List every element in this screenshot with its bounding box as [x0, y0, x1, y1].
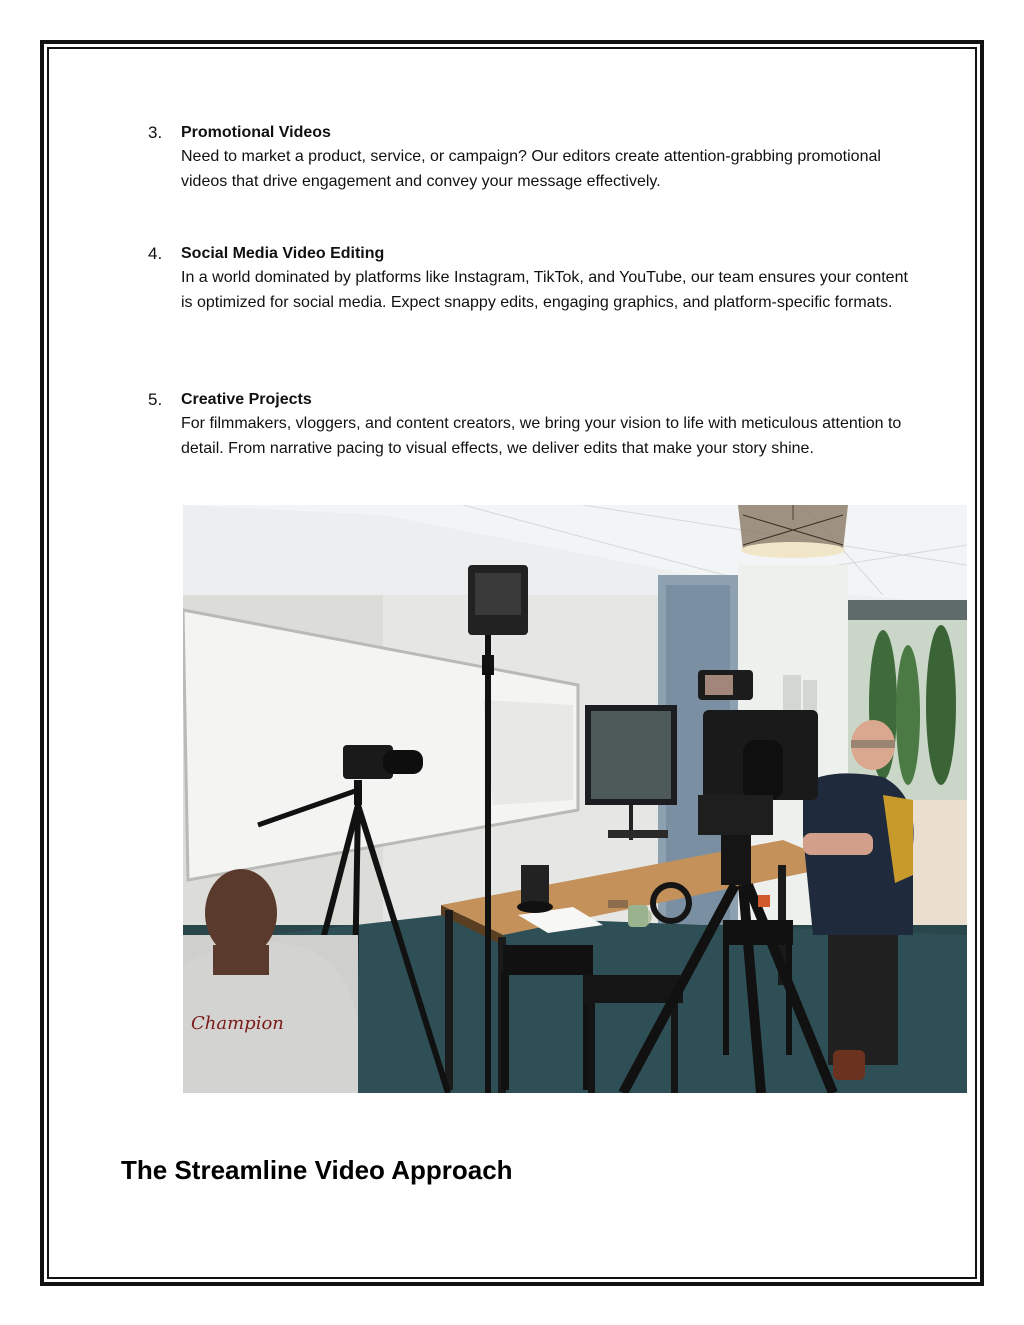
list-number: 4.	[148, 244, 163, 263]
section-heading: The Streamline Video Approach	[121, 1155, 513, 1185]
sweatshirt-logo: Champion	[191, 1013, 284, 1034]
list-item-description: Need to market a product, service, or campaign? Our editors create attention-grabbing promotional videos that drive engagement and convey your message effectively.	[181, 148, 881, 190]
list-number: 5.	[148, 390, 163, 409]
video-studio-photo	[183, 505, 967, 1093]
list-item-title: Promotional Videos	[181, 124, 331, 141]
list-item-description: In a world dominated by platforms like Instagram, TikTok, and YouTube, our team ensures your content is optimized for social media. Expect snappy edits, engaging graphics, and platform-specific formats.	[181, 269, 908, 311]
list-item	[148, 388, 908, 461]
list-item-title: Creative Projects	[181, 391, 312, 408]
list-item-description: For filmmakers, vloggers, and content creators, we bring your vision to life with meticulous attention to detail. From narrative pacing to visual effects, we deliver edits that make your story shine.	[181, 415, 902, 457]
list-item-title: Social Media Video Editing	[181, 245, 385, 262]
list-number: 3.	[148, 123, 163, 142]
list-item	[148, 121, 908, 194]
list-item	[148, 242, 908, 315]
